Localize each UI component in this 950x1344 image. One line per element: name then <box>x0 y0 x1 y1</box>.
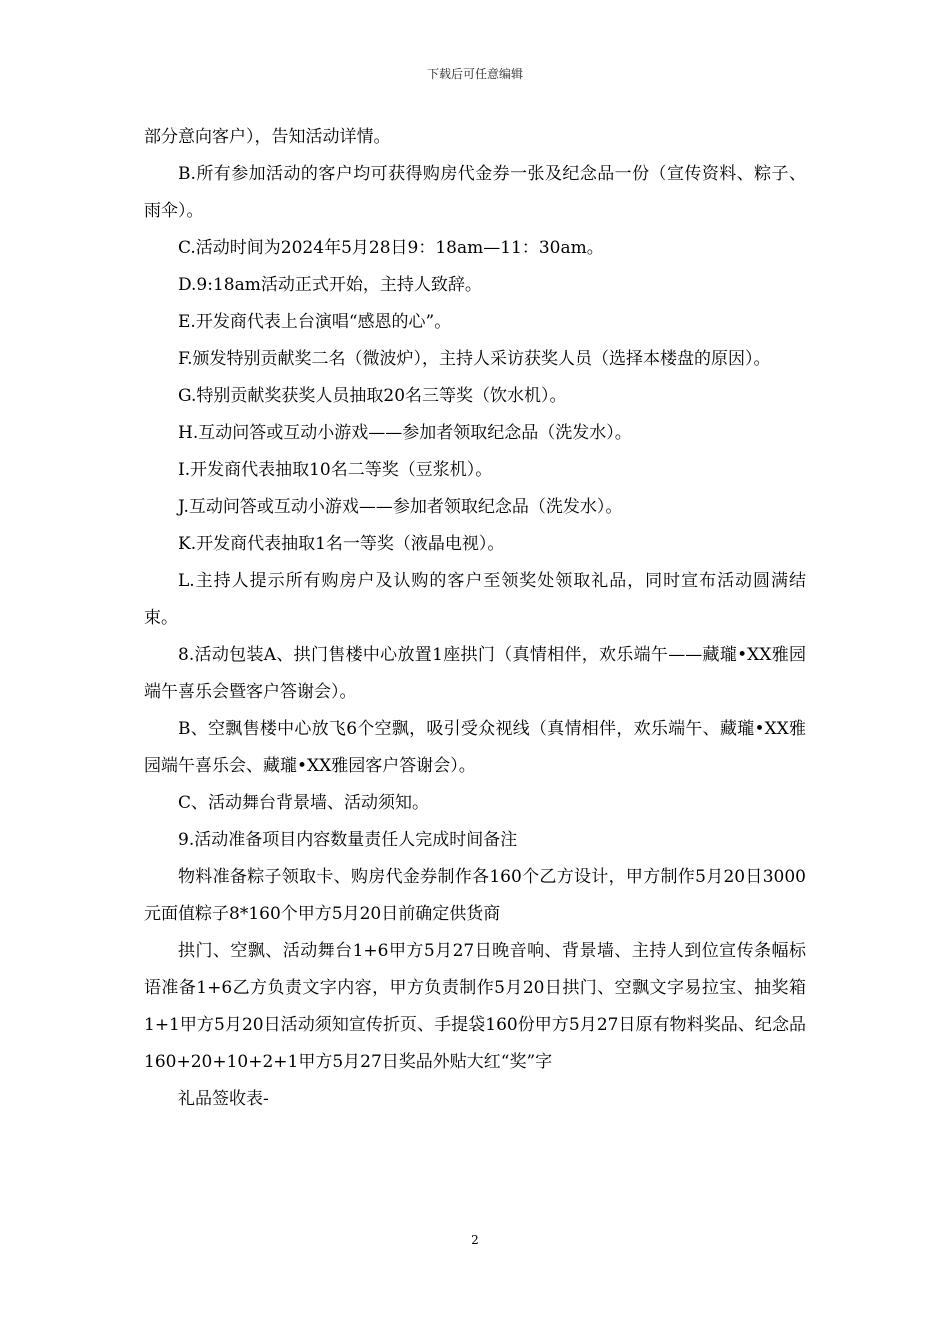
paragraph-item-d: D.9:18am活动正式开始，主持人致辞。 <box>178 275 482 295</box>
paragraph-item-c: C.活动时间为2024年5月28日9：18am—11：30am。 <box>178 238 604 258</box>
paragraph-item-g: G.特别贡献奖获奖人员抽取20名三等奖（饮水机）。 <box>178 386 567 406</box>
paragraph-item-h: H.互动问答或互动小游戏——参加者领取纪念品（洗发水）。 <box>178 423 632 443</box>
paragraph-section-8-a: 8.活动包装A、拱门售楼中心放置1座拱门（真情相伴，欢乐端午——藏瓏•XX雅园端午喜乐会暨客户答谢会）。 <box>144 645 806 702</box>
paragraph-gift-receipt: 礼品签收表- <box>178 1089 269 1109</box>
paragraph-item-f: F.颁发特别贡献奖二名（微波炉），主持人采访获奖人员（选择本楼盘的原因）。 <box>178 349 771 369</box>
page-number: 2 <box>471 1233 479 1247</box>
paragraph-materials: 物料准备粽子领取卡、购房代金券制作各160个乙方设计，甲方制作5月20日3000元面值粽子8*160个甲方5月20日前确定供货商 <box>144 867 806 924</box>
paragraph-continuation: 部分意向客户），告知活动详情。 <box>144 127 391 147</box>
paragraph-arch-balloons: 拱门、空飘、活动舞台1+6甲方5月27日晚音响、背景墙、主持人到位宣传条幅标语准备1+6乙方负责文字内容，甲方负责制作5月20日拱门、空飘文字易拉宝、抽奖箱1+1甲方5月20日活动须知宣传折页、手提袋160份甲方5月27日原有物料奖品、纪念品160+20+10+2+1甲方5月27日奖品外贴大红“奖”字 <box>144 941 806 1072</box>
paragraph-item-b: B.所有参加活动的客户均可获得购房代金券一张及纪念品一份（宣传资料、粽子、雨伞）。 <box>144 164 806 221</box>
paragraph-item-l: L.主持人提示所有购房户及认购的客户至领奖处领取礼品，同时宣布活动圆满结束。 <box>144 571 806 628</box>
paragraph-section-9-title: 9.活动准备项目内容数量责任人完成时间备注 <box>178 830 518 850</box>
paragraph-item-k: K.开发商代表抽取1名一等奖（液晶电视）。 <box>178 534 505 554</box>
paragraph-item-e: E.开发商代表上台演唱“感恩的心”。 <box>178 312 452 332</box>
page-header: 下载后可任意编辑 <box>426 67 523 81</box>
paragraph-section-8-c: C、活动舞台背景墙、活动须知。 <box>178 793 430 813</box>
document-body <box>144 119 806 1118</box>
paragraph-item-i: I.开发商代表抽取10名二等奖（豆浆机）。 <box>178 460 493 480</box>
paragraph-item-j: J.互动问答或互动小游戏——参加者领取纪念品（洗发水）。 <box>178 497 623 517</box>
paragraph-section-8-b: B、空飘售楼中心放飞6个空飘，吸引受众视线（真情相伴，欢乐端午、藏瓏•XX雅园端午喜乐会、藏瓏•XX雅园客户答谢会）。 <box>144 719 806 776</box>
